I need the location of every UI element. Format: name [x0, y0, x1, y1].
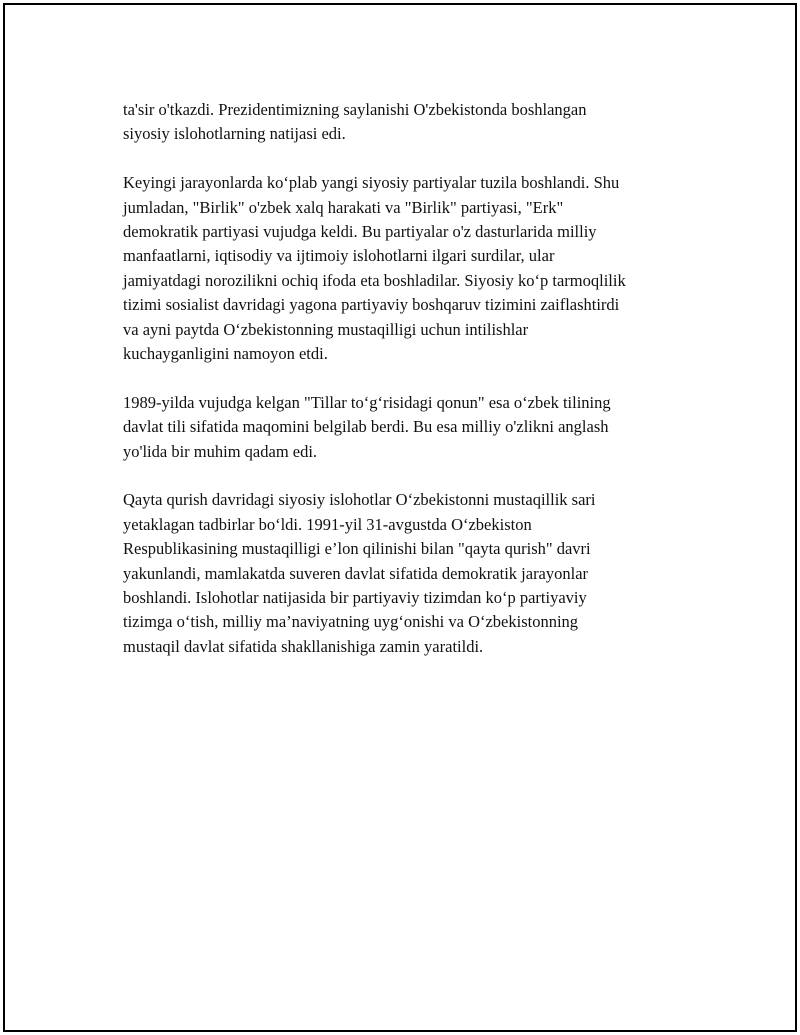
text-line: demokratik partiyasi vujudga keldi. Bu partiyalar o'z dasturlarida milliy: [123, 222, 597, 242]
paragraph-1: [123, 98, 698, 147]
text-line: Qayta qurish davridagi siyosiy islohotlar Oʻzbekistonni mustaqillik sari: [123, 490, 596, 510]
text-line: yetaklagan tadbirlar boʻldi. 1991-yil 31-avgustda Oʻzbekiston: [123, 514, 532, 534]
text-line: va ayni paytda Oʻzbekistonning mustaqilligi uchun intilishlar: [123, 319, 529, 339]
text-line: 1989-yilda vujudga kelgan "Tillar toʻgʻrisidagi qonun" esa oʻzbek tilining: [123, 392, 611, 412]
document-body: [123, 98, 698, 684]
text-line: manfaatlarni, iqtisodiy va ijtimoiy islohotlarni ilgari surdilar, ular: [123, 246, 555, 266]
text-line: yakunlandi, mamlakatda suveren davlat sifatida demokratik jarayonlar: [123, 563, 589, 583]
paragraph-3: [123, 391, 698, 464]
text-line: siyosiy islohotlarning natijasi edi.: [123, 124, 346, 144]
text-line: mustaqil davlat sifatida shakllanishiga zamin yaratildi.: [123, 636, 484, 656]
text-line: tizimga oʻtish, milliy ma’naviyatning uygʻonishi va Oʻzbekistonning: [123, 612, 579, 632]
text-line: tizimi sosialist davridagi yagona partiyaviy boshqaruv tizimini zaiflashtirdi: [123, 295, 620, 315]
text-line: Respublikasining mustaqilligi e’lon qilinishi bilan "qayta qurish" davri: [123, 539, 591, 559]
text-line: davlat tili sifatida maqomini belgilab berdi. Bu esa milliy o'zlikni anglash: [123, 417, 609, 437]
paragraph-4: [123, 488, 698, 659]
paragraph-2: [123, 171, 698, 366]
page-frame: [3, 3, 797, 1032]
text-line: kuchayganligini namoyon etdi.: [123, 344, 328, 364]
text-line: jamiyatdagi norozilikni ochiq ifoda eta boshladilar. Siyosiy koʻp tarmoqlilik: [123, 270, 626, 290]
text-line: ta'sir o'tkazdi. Prezidentimizning saylanishi O'zbekistonda boshlangan: [123, 100, 587, 119]
text-line: yo'lida bir muhim qadam edi.: [123, 441, 318, 461]
text-line: boshlandi. Islohotlar natijasida bir partiyaviy tizimdan koʻp partiyaviy: [123, 588, 587, 608]
text-line: Keyingi jarayonlarda koʻplab yangi siyosiy partiyalar tuzila boshlandi. Shu: [123, 173, 620, 193]
text-line: jumladan, "Birlik" o'zbek xalq harakati va "Birlik" partiyasi, "Erk": [123, 197, 564, 217]
